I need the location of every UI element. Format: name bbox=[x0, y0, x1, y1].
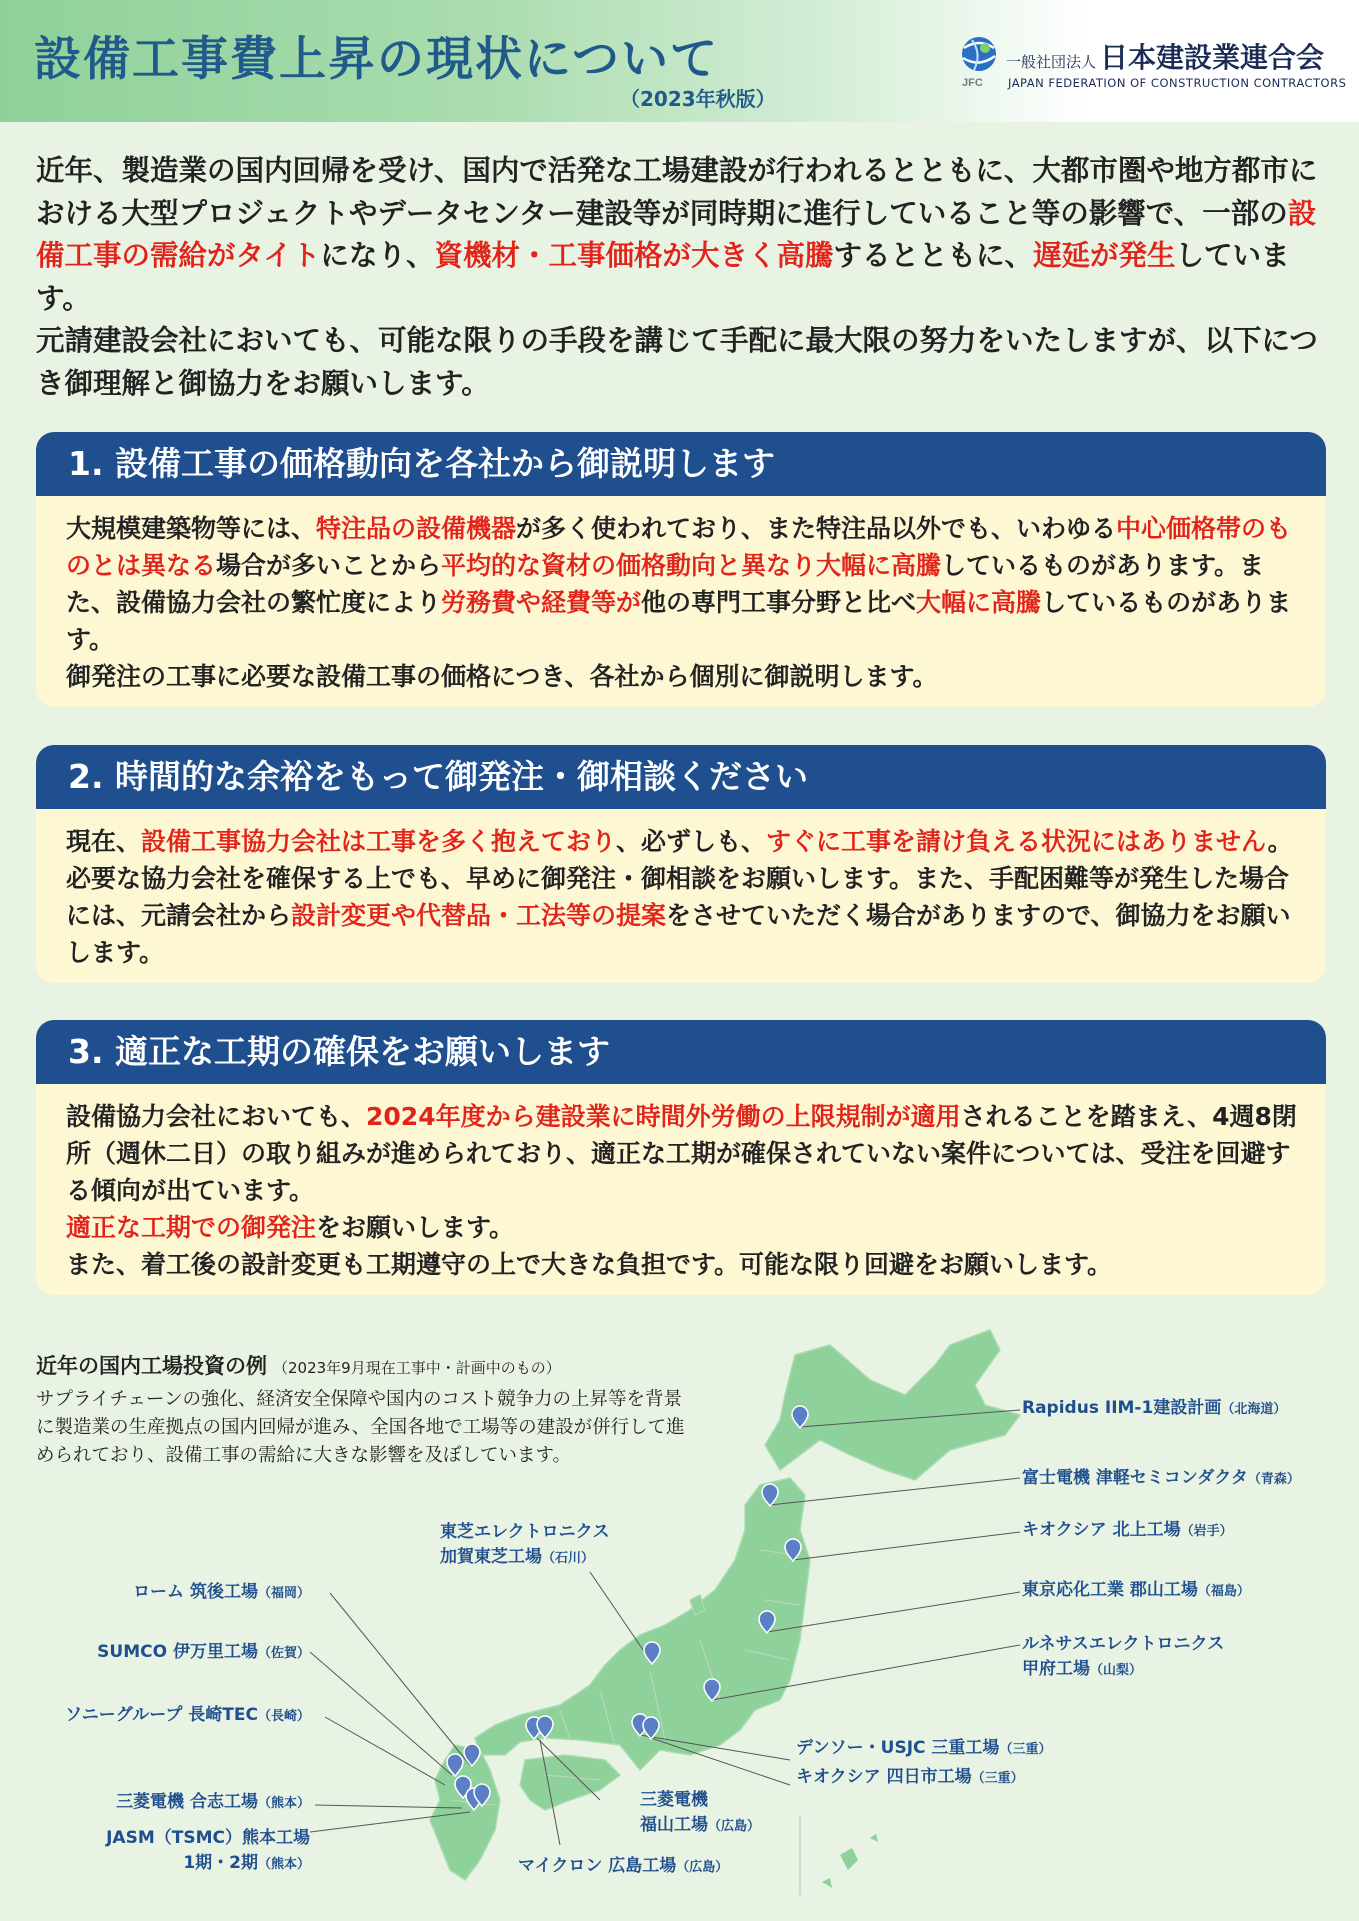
highlighted-text: 適正な工期での御発注 bbox=[66, 1213, 317, 1242]
highlighted-text: 大幅に高騰 bbox=[916, 588, 1042, 617]
site-label-text: 富士電機 津軽セミコンダクタ bbox=[1022, 1468, 1248, 1488]
map-title-note: （2023年9月現在工事中・計画中のもの） bbox=[273, 1359, 561, 1377]
body-text: されることを踏まえ、4週8閉所（週休二日）の取り組みが進められており、適正な工期が確保されていない案件については、受注を回避する傾向が出ています。 bbox=[66, 1102, 1297, 1205]
body-text: が多く使われており、また特注品以外でも、いわゆる bbox=[516, 514, 1117, 543]
site-label-mitsubishi-fukuyama bbox=[640, 1788, 760, 1839]
body-text: しています。 bbox=[36, 239, 1290, 315]
body-text: 設備協力会社においても、 bbox=[66, 1102, 367, 1131]
site-label-prefecture: （青森） bbox=[1247, 1472, 1300, 1487]
site-label-prefecture: （福島） bbox=[1197, 1584, 1250, 1599]
highlighted-text: 労務費や経費等が bbox=[441, 588, 642, 617]
site-label-text: 甲府工場 bbox=[1022, 1659, 1090, 1679]
site-label-jasm bbox=[106, 1826, 310, 1877]
site-label-text: 東芝エレクトロニクス bbox=[440, 1522, 610, 1542]
site-label-prefecture: （岩手） bbox=[1180, 1524, 1233, 1539]
body-text: 。必要な協力会社を確保する上でも、早めに御発注・御相談をお願いします。また、手配困難等が発生した場合には、元請会社から bbox=[66, 827, 1293, 930]
site-label-prefecture: （山梨） bbox=[1090, 1663, 1143, 1678]
site-label-kioxia-yokkaichi bbox=[796, 1765, 1024, 1791]
site-label-prefecture: （長崎） bbox=[257, 1709, 310, 1724]
map-title-text: 近年の国内工場投資の例 bbox=[36, 1354, 267, 1378]
body-text: をお願いします。 bbox=[316, 1213, 515, 1242]
body-text: 、必ずしも、 bbox=[616, 827, 767, 856]
site-label-rapidus bbox=[1022, 1396, 1286, 1422]
site-label-prefecture: （広島） bbox=[708, 1819, 761, 1834]
site-label-text: SUMCO 伊万里工場 bbox=[97, 1642, 258, 1662]
body-text: をさせていただく場合がありますので、御協力をお願いします。 bbox=[66, 901, 1291, 967]
body-text: 大規模建築物等には、 bbox=[66, 514, 317, 543]
site-label-text: 福山工場 bbox=[640, 1815, 708, 1835]
highlighted-text: 資機材・工事価格が大きく高騰 bbox=[434, 239, 834, 272]
highlighted-text: すぐに工事を請け負える状況にはありません bbox=[766, 827, 1268, 856]
logo-mark-text: JFC bbox=[962, 77, 983, 89]
body-text: しているものがあります。 bbox=[66, 588, 1292, 654]
site-label-rohm bbox=[133, 1580, 310, 1606]
highlighted-text: 遅延が発生 bbox=[1032, 239, 1176, 272]
site-label-prefecture: （熊本） bbox=[257, 1796, 310, 1811]
site-label-denso bbox=[796, 1736, 1051, 1762]
site-label-text: ローム 筑後工場 bbox=[133, 1582, 258, 1602]
site-label-text: キオクシア 北上工場 bbox=[1022, 1520, 1181, 1540]
site-label-text: マイクロン 広島工場 bbox=[518, 1856, 677, 1876]
highlighted-text: 平均的な資材の価格動向と異なり大幅に高騰 bbox=[441, 551, 942, 580]
site-label-fuji bbox=[1022, 1466, 1300, 1492]
org-name-en: JAPAN FEDERATION OF CONSTRUCTION CONTRACTORS bbox=[1008, 76, 1347, 90]
body-text: 場合が多いことから bbox=[216, 551, 442, 580]
site-label-text: 東京応化工業 郡山工場 bbox=[1022, 1580, 1198, 1600]
body-text: 現在、 bbox=[66, 827, 142, 856]
body-text: 他の専門工事分野と比べ bbox=[641, 588, 917, 617]
section-heading: 2. 時間的な余裕をもって御発注・御相談ください bbox=[36, 745, 1326, 809]
site-label-prefecture: （石川） bbox=[542, 1551, 595, 1566]
map-description: サプライチェーンの強化、経済安全保障や国内のコスト競争力の上昇等を背景に製造業の生産拠点の国内回帰が進み、全国各地で工場等の建設が併行して進められており、設備工事の需給に大きな影響を及ぼしています。 bbox=[36, 1389, 685, 1466]
org-name-text: 日本建設業連合会 bbox=[1100, 41, 1325, 74]
site-label-prefecture: （三重） bbox=[999, 1742, 1052, 1757]
site-label-tokyo-ohka bbox=[1022, 1578, 1250, 1604]
map-title bbox=[36, 1350, 561, 1380]
body-text: になり、 bbox=[320, 239, 435, 272]
site-label-text: Rapidus IIM-1建設計画 bbox=[1022, 1398, 1222, 1418]
site-label-sony bbox=[65, 1703, 310, 1729]
site-label-text: ソニーグループ 長崎TEC bbox=[65, 1705, 258, 1725]
highlighted-text: 設備工事の需給がタイト bbox=[36, 196, 1317, 272]
body-text: 元請建設会社においても、可能な限りの手段を講じて手配に最大限の努力をいたしますが、以下につき御理解と御協力をお願いします。 bbox=[36, 324, 1318, 400]
highlighted-text: 特注品の設備機器 bbox=[316, 514, 517, 543]
site-label-text: 1期・2期 bbox=[183, 1853, 258, 1873]
site-label-prefecture: （広島） bbox=[676, 1860, 729, 1875]
site-label-renesas bbox=[1022, 1632, 1224, 1683]
section-heading: 3. 適正な工期の確保をお願いします bbox=[36, 1020, 1326, 1084]
org-prefix: 一般社団法人 bbox=[1006, 53, 1097, 71]
site-label-text: 三菱電機 合志工場 bbox=[116, 1792, 258, 1812]
page-subtitle: （2023年秋版） bbox=[620, 87, 776, 111]
okinawa-inset bbox=[800, 1815, 878, 1895]
body-text: 近年、製造業の国内回帰を受け、国内で活発な工場建設が行われるとともに、大都市圏や地方都市における大型プロジェクトやデータセンター建設等が同時期に進行していること等の影響で、一部の bbox=[36, 154, 1318, 230]
body-text: するとともに、 bbox=[833, 239, 1033, 272]
body-text: しているものがあります。また、設備協力会社の繁忙度により bbox=[66, 551, 1265, 617]
site-label-prefecture: （北海道） bbox=[1221, 1402, 1287, 1417]
site-label-prefecture: （福岡） bbox=[257, 1586, 310, 1601]
body-text: 御発注の工事に必要な設備工事の価格につき、各社から個別に御説明します。 bbox=[66, 662, 938, 691]
highlighted-text: 設計変更や代替品・工法等の提案 bbox=[291, 901, 667, 930]
highlighted-text: 2024年度から建設業に時間外労働の上限規制が適用 bbox=[366, 1102, 961, 1131]
site-label-kioxia-kitakami bbox=[1022, 1518, 1233, 1544]
site-label-sumco bbox=[97, 1640, 310, 1666]
highlighted-text: 中心価格帯のものとは異なる bbox=[66, 514, 1292, 580]
highlighted-text: 設備工事協力会社は工事を多く抱えており bbox=[141, 827, 617, 856]
site-label-prefecture: （佐賀） bbox=[257, 1646, 310, 1661]
site-label-text: キオクシア 四日市工場 bbox=[796, 1767, 972, 1787]
site-label-text: デンソー・USJC 三重工場 bbox=[796, 1738, 1000, 1758]
site-label-prefecture: （三重） bbox=[971, 1771, 1024, 1786]
site-label-text: 三菱電機 bbox=[640, 1790, 708, 1810]
section-heading: 1. 設備工事の価格動向を各社から御説明します bbox=[36, 432, 1326, 496]
page-title: 設備工事費上昇の現状について bbox=[34, 32, 720, 87]
site-label-text: 加賀東芝工場 bbox=[440, 1547, 542, 1567]
site-label-text: ルネサスエレクトロニクス bbox=[1022, 1634, 1225, 1654]
site-label-mitsubishi-koshi bbox=[116, 1790, 310, 1816]
site-label-toshiba bbox=[440, 1520, 610, 1571]
site-label-micron bbox=[518, 1854, 728, 1880]
body-text: また、着工後の設計変更も工期遵守の上で大きな負担です。可能な限り回避をお願いします。 bbox=[66, 1250, 1113, 1279]
site-label-text: JASM（TSMC）熊本工場 bbox=[106, 1828, 310, 1848]
site-label-prefecture: （熊本） bbox=[257, 1857, 310, 1872]
